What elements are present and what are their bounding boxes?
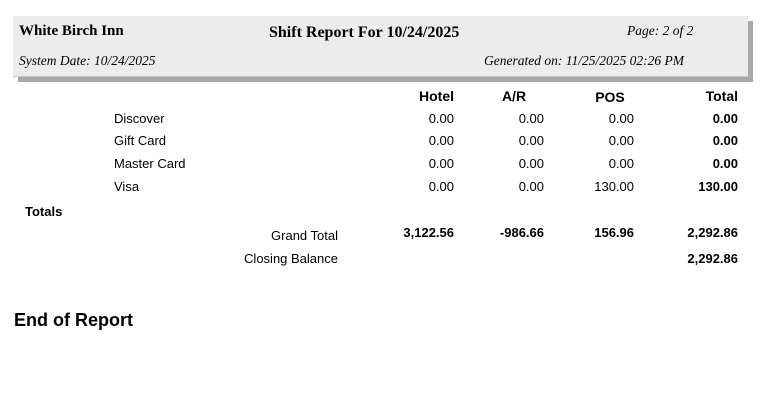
row-label-gift-card: Gift Card (114, 133, 167, 148)
column-header-hotel: Hotel (419, 88, 454, 104)
row-ar-gift-card: 0.00 (518, 133, 544, 148)
row-ar-discover: 0.00 (518, 111, 544, 126)
generated-on: Generated on: 11/25/2025 02:26 PM (484, 53, 684, 68)
row-hotel-visa: 0.00 (428, 179, 454, 194)
row-total-visa: 130.00 (698, 179, 738, 194)
row-hotel-gift-card: 0.00 (428, 133, 454, 148)
totals-section-label: Totals (25, 204, 63, 219)
grand-total-hotel: 3,122.56 (403, 225, 454, 240)
column-header-total: Total (705, 88, 738, 104)
grand-total-label: Grand Total (271, 228, 338, 243)
row-label-visa: Visa (114, 179, 140, 194)
row-pos-discover: 0.00 (608, 111, 634, 126)
row-total-master-card: 0.00 (712, 156, 738, 171)
system-date: System Date: 10/24/2025 (19, 53, 156, 68)
row-pos-master-card: 0.00 (608, 156, 634, 171)
row-pos-visa: 130.00 (594, 179, 634, 194)
page-indicator: Page: 2 of 2 (627, 23, 694, 38)
row-hotel-discover: 0.00 (428, 111, 454, 126)
grand-total-ar: -986.66 (499, 225, 544, 240)
row-pos-gift-card: 0.00 (608, 133, 634, 148)
row-total-gift-card: 0.00 (712, 133, 738, 148)
grand-total-total: 2,292.86 (687, 225, 738, 240)
row-label-master-card: Master Card (114, 156, 186, 171)
end-of-report: End of Report (14, 310, 133, 330)
row-label-discover: Discover (114, 111, 165, 126)
grand-total-pos: 156.96 (594, 225, 634, 240)
column-header-ar: A/R (501, 88, 527, 104)
row-ar-master-card: 0.00 (518, 156, 544, 171)
closing-balance-total: 2,292.86 (687, 251, 738, 266)
hotel-name: White Birch Inn (19, 23, 124, 39)
row-hotel-master-card: 0.00 (428, 156, 454, 171)
report-header (13, 16, 748, 77)
column-header-pos: POS (595, 89, 625, 105)
row-total-discover: 0.00 (712, 111, 738, 126)
closing-balance-label: Closing Balance (244, 251, 338, 266)
report-title: Shift Report For 10/24/2025 (269, 24, 460, 41)
row-ar-visa: 0.00 (518, 179, 544, 194)
